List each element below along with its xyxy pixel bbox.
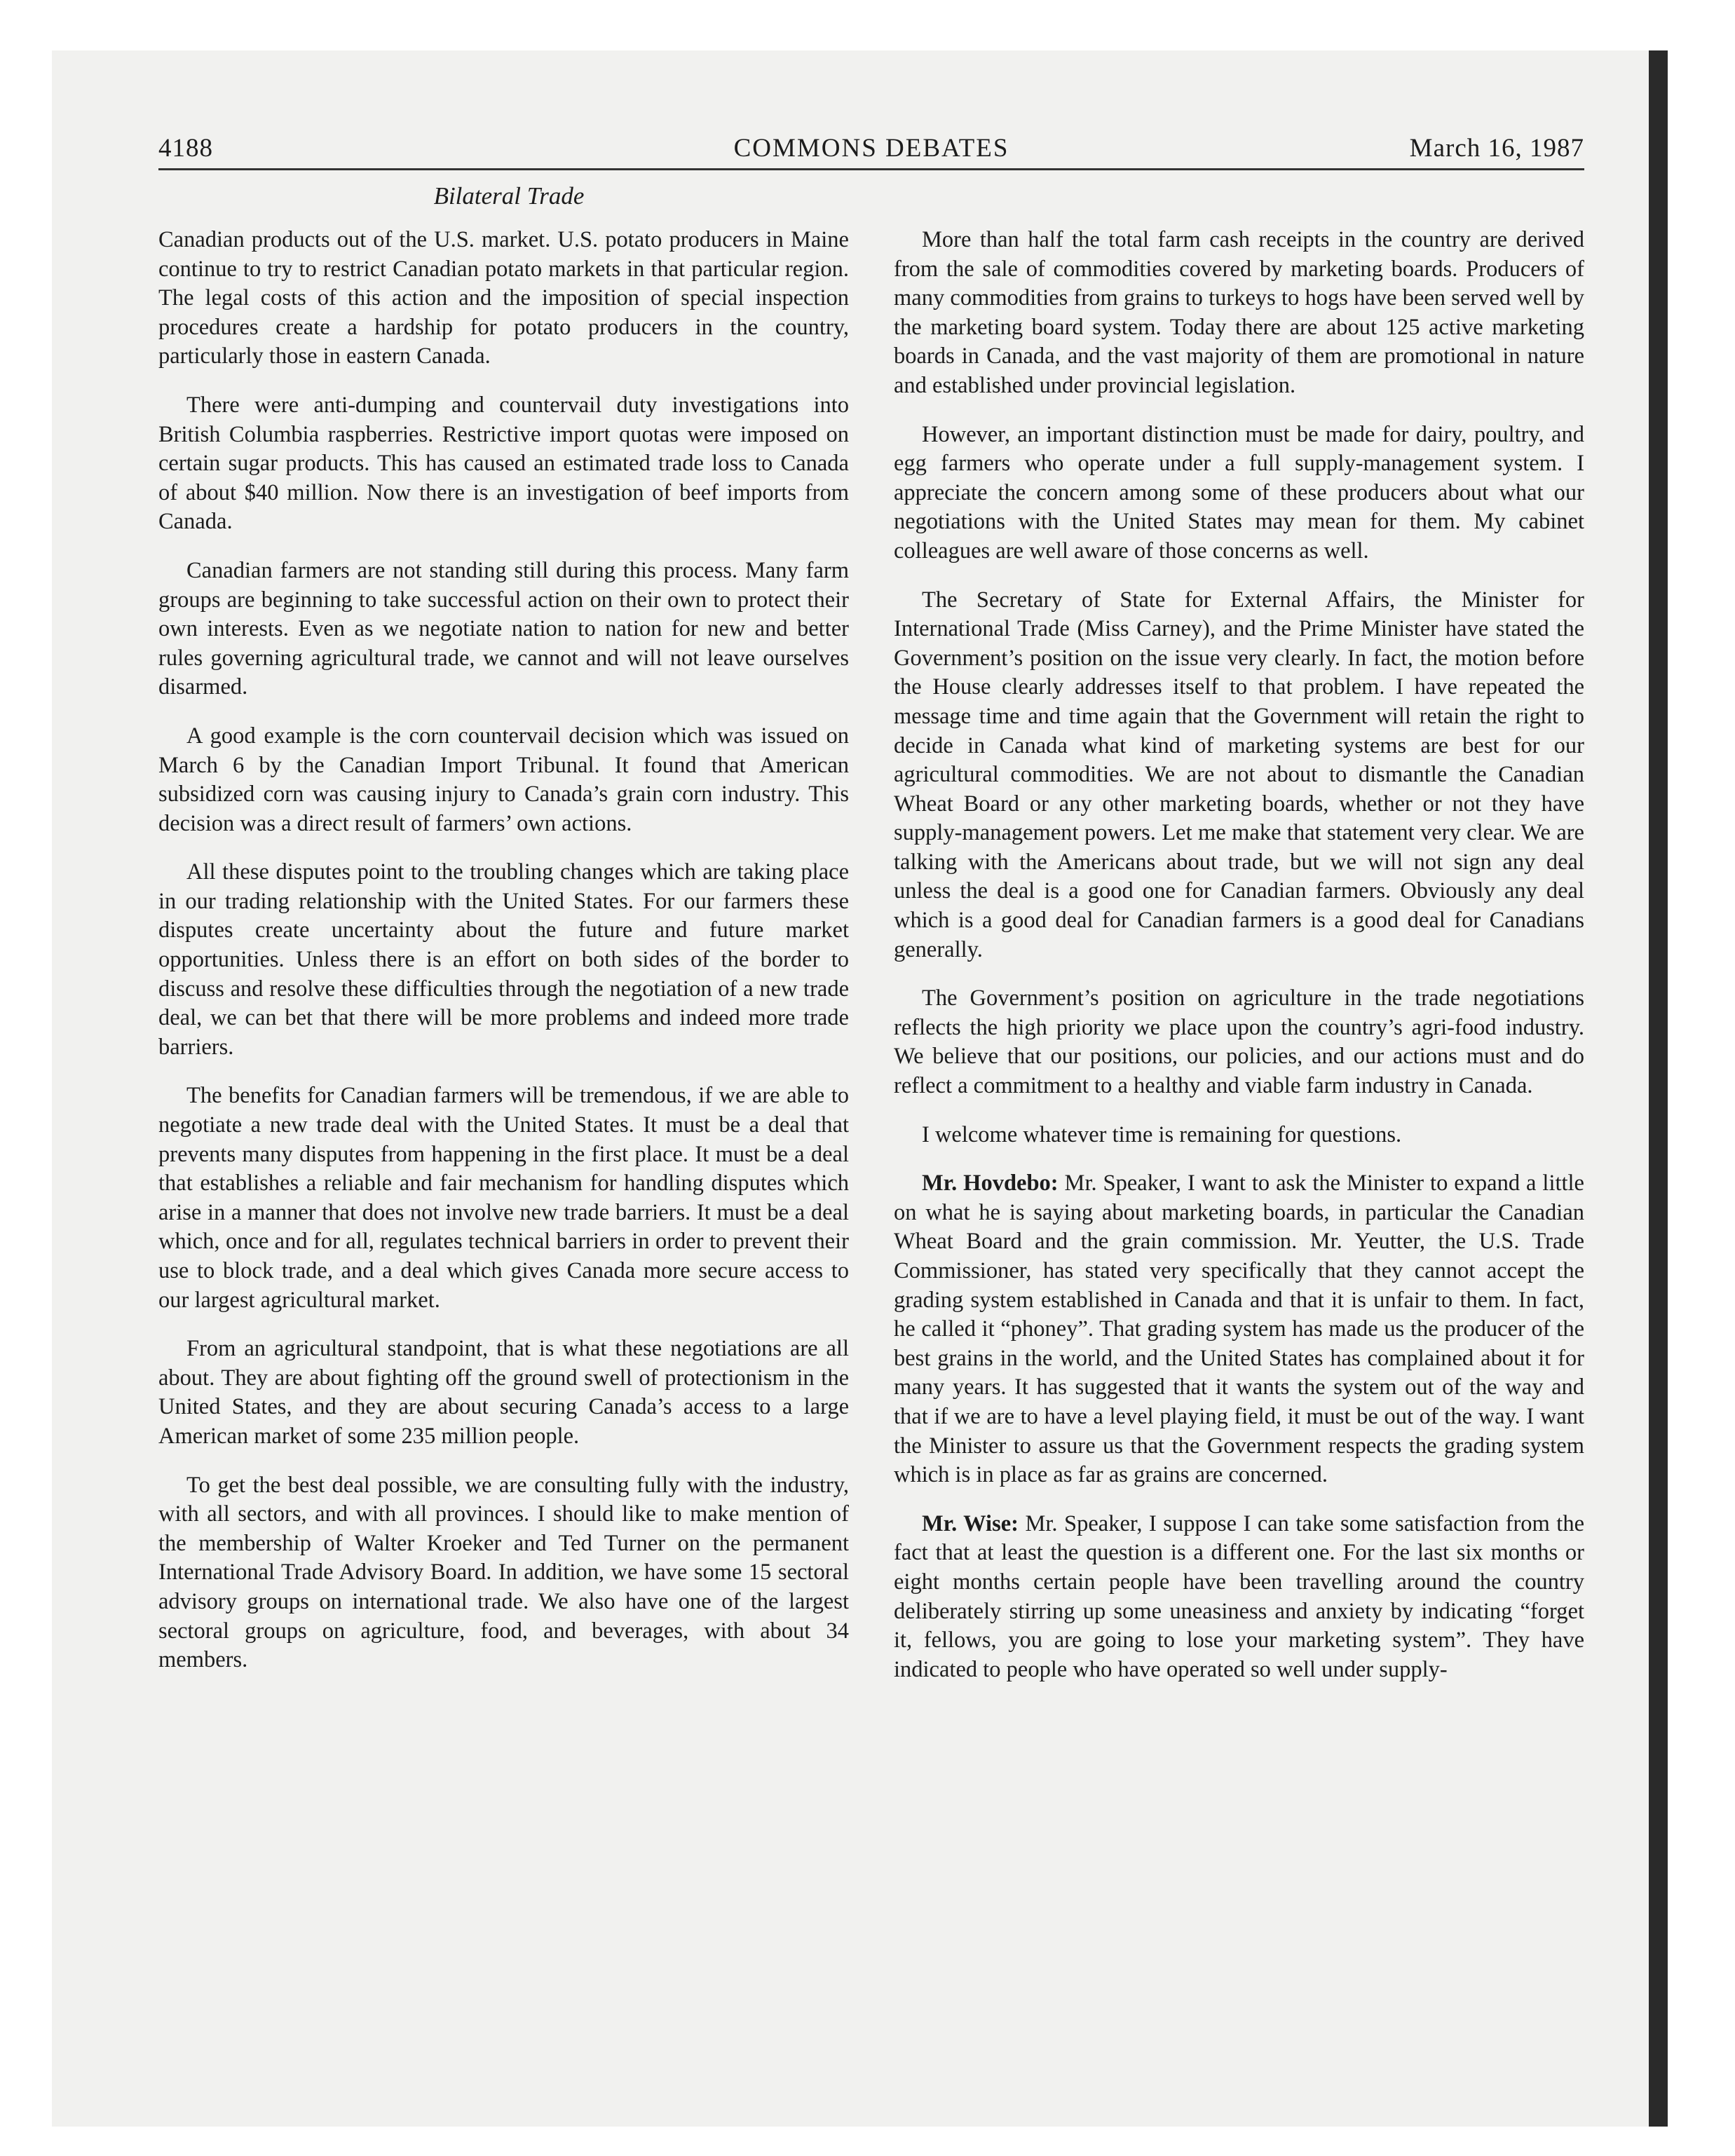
running-header	[158, 126, 1584, 170]
paragraph: From an agricultural standpoint, that is what these negotiations are all about. They are about fighting off the ground swell of protectionism in the United States, and they are about securing Canada’s access to a large American market of some 235 million people.	[158, 1336, 849, 1449]
publication-title: COMMONS DEBATES	[733, 134, 1009, 163]
paragraph: There were anti-dumping and countervail duty investigations into British Columbia raspberries. Restrictive import quotas were imposed on certain sugar products. This has caused an estimated trade loss to Canada of about $40 million. Now there is an investigation of beef imports from Canada.	[158, 392, 849, 535]
speech-text: Mr. Speaker, I suppose I can take some satisfaction from the fact that at least the question is a different one. For the last six months or eight months certain people have been travelling around the country deliberately stirring up some uneasiness and anxiety by indicating “forget it, fellows, you are going to lose your marketing system”. They have indicated to people who have operated so well under supply-	[894, 1510, 1584, 1682]
speaker-name: Mr. Wise:	[922, 1510, 1019, 1536]
paragraph: Canadian farmers are not standing still during this process. Many farm groups are beginning to take successful action on their own to protect their own interests. Even as we negotiate nation to nation for new and better rules governing agricultural trade, we cannot and will not leave ourselves disarmed.	[158, 557, 849, 700]
paragraph: Canadian products out of the U.S. market. U.S. potato producers in Maine continue to try to restrict Canadian potato markets in that particular region. The legal costs of this action and the imposition of special inspection procedures create a hardship for potato producers in the country, particularly those in eastern Canada.	[158, 227, 849, 369]
scan-edge-shadow	[1649, 50, 1668, 2127]
speaker-name: Mr. Hovdebo:	[922, 1171, 1059, 1196]
paragraph: The Government’s position on agriculture in the trade negotiations reflects the high priority we place upon the country’s agri-food industry. We believe that our positions, our policies, and our actions must and do reflect a commitment to a healthy and viable farm industry in Canada.	[894, 985, 1584, 1099]
paragraph: I welcome whatever time is remaining for questions.	[922, 1121, 1402, 1147]
paragraph: The benefits for Canadian farmers will be tremendous, if we are able to negotiate a new trade deal with the United States. It must be a deal that prevents many disputes from happening in the first place. It must be a deal that establishes a reliable and fair mechanism for handling disputes which arise in a manner that does not involve new trade barriers. It must be a deal which, once and for all, regulates technical barriers in order to prevent their use to block trade, and a deal which gives Canada more secure access to our largest agricultural market.	[158, 1083, 849, 1313]
paragraph: All these disputes point to the troubling changes which are taking place in our trading relationship with the United States. For our farmers these disputes create uncertainty about the future and future market opportunities. Unless there is an effort on both sides of the border to discuss and resolve these difficulties through the negotiation of a new trade deal, we can bet that there will be more problems and indeed more trade barriers.	[158, 859, 849, 1060]
speech-paragraph	[894, 1510, 1584, 1685]
section-title: Bilateral Trade	[433, 182, 585, 210]
publication-date: March 16, 1987	[1409, 134, 1584, 163]
document-page	[158, 126, 1584, 1682]
page-number: 4188	[158, 134, 213, 163]
paragraph: To get the best deal possible, we are consulting fully with the industry, with all sectors, and with all provinces. I should like to make mention of the membership of Walter Kroeker and Ted Turner on the permanent International Trade Advisory Board. In addition, we have some 15 sectoral advisory groups on international trade. We also have one of the largest sectoral groups on agriculture, food, and beverages, with about 34 members.	[158, 1472, 849, 1673]
right-column	[894, 226, 1584, 1704]
paragraph: However, an important distinction must be made for dairy, poultry, and egg farmers who operate under a full supply-management system. I appreciate the concern among some of these producers about what our negotiations with the United States may mean for them. My cabinet colleagues are well aware of those concerns as well.	[894, 421, 1584, 564]
speech-paragraph	[894, 1169, 1584, 1490]
speech-text: Mr. Speaker, I want to ask the Minister to expand a little on what he is saying about marketing boards, in particular the Canadian Wheat Board and the grain commission. Mr. Yeutter, the U.S. Trade Commissioner, has stated very specifically that they cannot accept the grading system established in Canada and that it is unfair to them. In fact, he called it “phoney”. That grading system has made us the producer of the best grains in the world, and the United States has complained about it for many years. It has suggested that it wants the system out of the way and that if we are to have a level playing field, it must be out of the way. I want the Minister to assure us that the Government respects the grading system which is in place as far as grains are concerned.	[894, 1171, 1584, 1488]
paragraph: The Secretary of State for External Affairs, the Minister for International Trade (Miss Carney), and the Prime Minister have stated the Government’s position on the issue very clearly. In fact, the motion before the House clearly addresses itself to that problem. I have repeated the message time and time again that the Government will retain the right to decide in Canada what kind of marketing systems are best for our agricultural commodities. We are not about to dismantle the Canadian Wheat Board or any other marketing boards, whether or not they have supply-management powers. Let me make that statement very clear. We are talking with the Americans about trade, but we will not sign any deal unless the deal is a good one for Canadian farmers. Obviously any deal which is a good deal for Canadian farmers is a good deal for Canadians generally.	[894, 587, 1584, 962]
paragraph: A good example is the corn countervail decision which was issued on March 6 by the Canadian Import Tribunal. It found that American subsidized corn was causing injury to Canada’s grain corn industry. This decision was a direct result of farmers’ own actions.	[158, 723, 849, 836]
left-column	[158, 226, 849, 1695]
paragraph: More than half the total farm cash receipts in the country are derived from the sale of commodities covered by marketing boards. Producers of many commodities from grains to turkeys to hogs have been served well by the marketing board system. Today there are about 125 active marketing boards in Canada, and the vast majority of them are promotional in nature and established under provincial legislation.	[894, 227, 1584, 398]
